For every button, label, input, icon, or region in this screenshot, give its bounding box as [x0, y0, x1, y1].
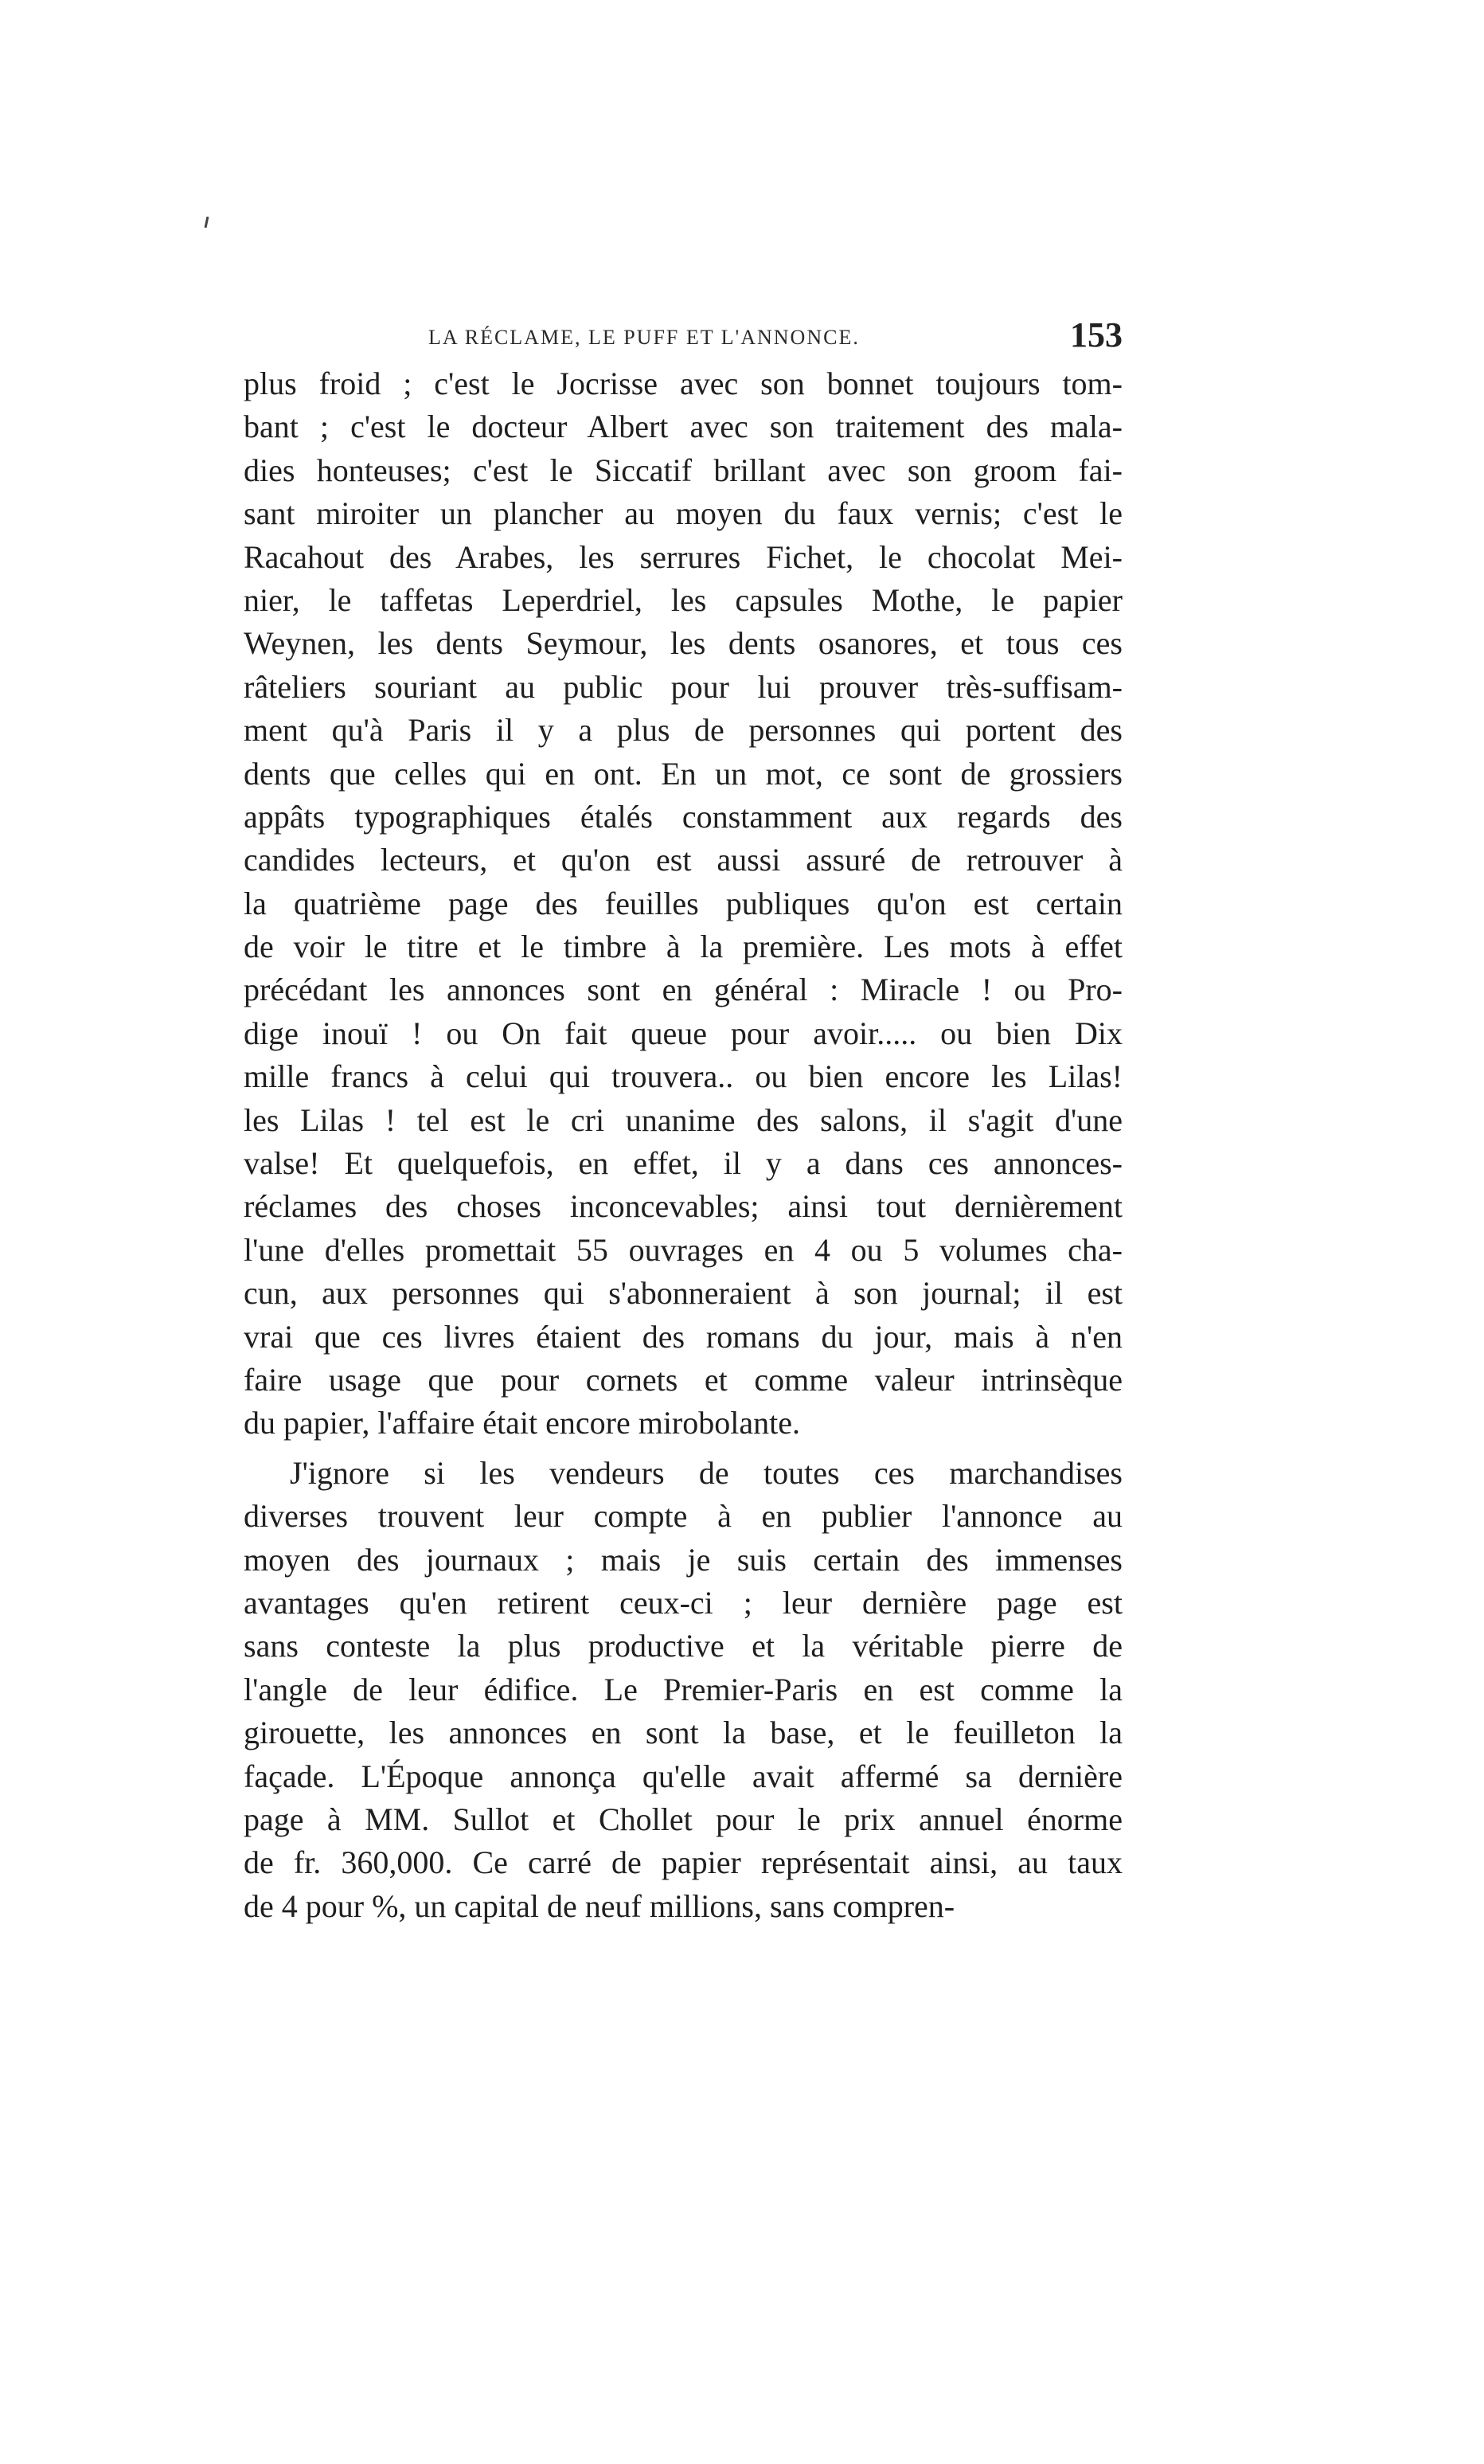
text-line: l'angle de leur édifice. Le Premier-Paris en est comme la: [244, 1671, 1123, 1707]
text-line: de fr. 360,000. Ce carré de papier représentait ainsi, au taux: [244, 1844, 1123, 1881]
text-line: l'une d'elles promettait 55 ouvrages en 4 ou 5 volumes cha-: [244, 1231, 1123, 1268]
text-line: de voir le titre et le timbre à la première. Les mots à effet: [244, 929, 1123, 965]
text-line: ment qu'à Paris il y a plus de personnes qui portent des: [244, 712, 1123, 749]
text-line: page à MM. Sullot et Chollet pour le prix annuel énorme: [244, 1801, 1123, 1837]
running-title: LA RÉCLAME, LE PUFF ET L'ANNONCE.: [428, 326, 860, 349]
text-line: avantages qu'en retirent ceux-ci ; leur dernière page est: [244, 1584, 1123, 1621]
running-header: [244, 315, 1123, 356]
text-line: Weynen, les dents Seymour, les dents osanores, et tous ces: [244, 625, 1123, 662]
text-line: du papier, l'affaire était encore mirobolante.: [244, 1405, 800, 1441]
text-line: de 4 pour %, un capital de neuf millions, sans compren-: [244, 1887, 955, 1924]
text-line: faire usage que pour cornets et comme valeur intrinsèque: [244, 1361, 1123, 1398]
text-line: J'ignore si les vendeurs de toutes ces marchandises: [290, 1454, 1123, 1491]
text-line: cun, aux personnes qui s'abonneraient à son journal; il est: [244, 1275, 1123, 1312]
text-line: plus froid ; c'est le Jocrisse avec son bonnet toujours tom-: [244, 366, 1123, 401]
text-line: dige inouï ! ou On fait queue pour avoir..... ou bien Dix: [244, 1015, 1123, 1051]
paragraph: [244, 1452, 1123, 1928]
text-line: diverses trouvent leur compte à en publier l'annonce au: [244, 1498, 1123, 1535]
text-line: façade. L'Époque annonça qu'elle avait affermé sa dernière: [244, 1758, 1123, 1794]
text-line: vrai que ces livres étaient des romans du jour, mais à n'en: [244, 1318, 1123, 1355]
text-line: nier, le taffetas Leperdriel, les capsules Mothe, le papier: [244, 581, 1123, 618]
text-line: sans conteste la plus productive et la véritable pierre de: [244, 1628, 1123, 1664]
text-line: candides lecteurs, et qu'on est aussi assuré de retrouver à: [244, 842, 1123, 878]
text-line: les Lilas ! tel est le cri unanime des salons, il s'agit d'une: [244, 1101, 1123, 1138]
text-line: girouette, les annonces en sont la base, et le feuilleton la: [244, 1715, 1123, 1751]
text-line: dents que celles qui en ont. En un mot, ce sont de grossiers: [244, 755, 1123, 792]
text-line: sant miroiter un plancher au moyen du faux vernis; c'est le: [244, 495, 1123, 532]
text-line: mille francs à celui qui trouvera.. ou bien encore les Lilas!: [244, 1058, 1123, 1095]
text-line: la quatrième page des feuilles publiques qu'on est certain: [244, 885, 1123, 921]
text-line: précédant les annonces sont en général : Miracle ! ou Pro-: [244, 972, 1123, 1008]
text-line: réclames des choses inconcevables; ainsi tout dernièrement: [244, 1188, 1123, 1225]
text-line: dies honteuses; c'est le Siccatif brillant avec son groom fai-: [244, 452, 1123, 488]
body-text: [244, 362, 1123, 1928]
text-line: bant ; c'est le docteur Albert avec son traitement des mala-: [244, 409, 1123, 445]
text-line: appâts typographiques étalés constamment aux regards des: [244, 798, 1123, 835]
ink-speck: [205, 217, 209, 228]
page-number: 153: [1070, 315, 1123, 354]
text-line: moyen des journaux ; mais je suis certain des immenses: [244, 1541, 1123, 1578]
text-line: valse! Et quelquefois, en effet, il y a dans ces annonces-: [244, 1145, 1123, 1182]
text-line: râteliers souriant au public pour lui prouver très-suffisam-: [244, 668, 1123, 705]
paragraph: [244, 362, 1123, 1445]
text-line: Racahout des Arabes, les serrures Fichet, le chocolat Mei-: [244, 538, 1123, 575]
